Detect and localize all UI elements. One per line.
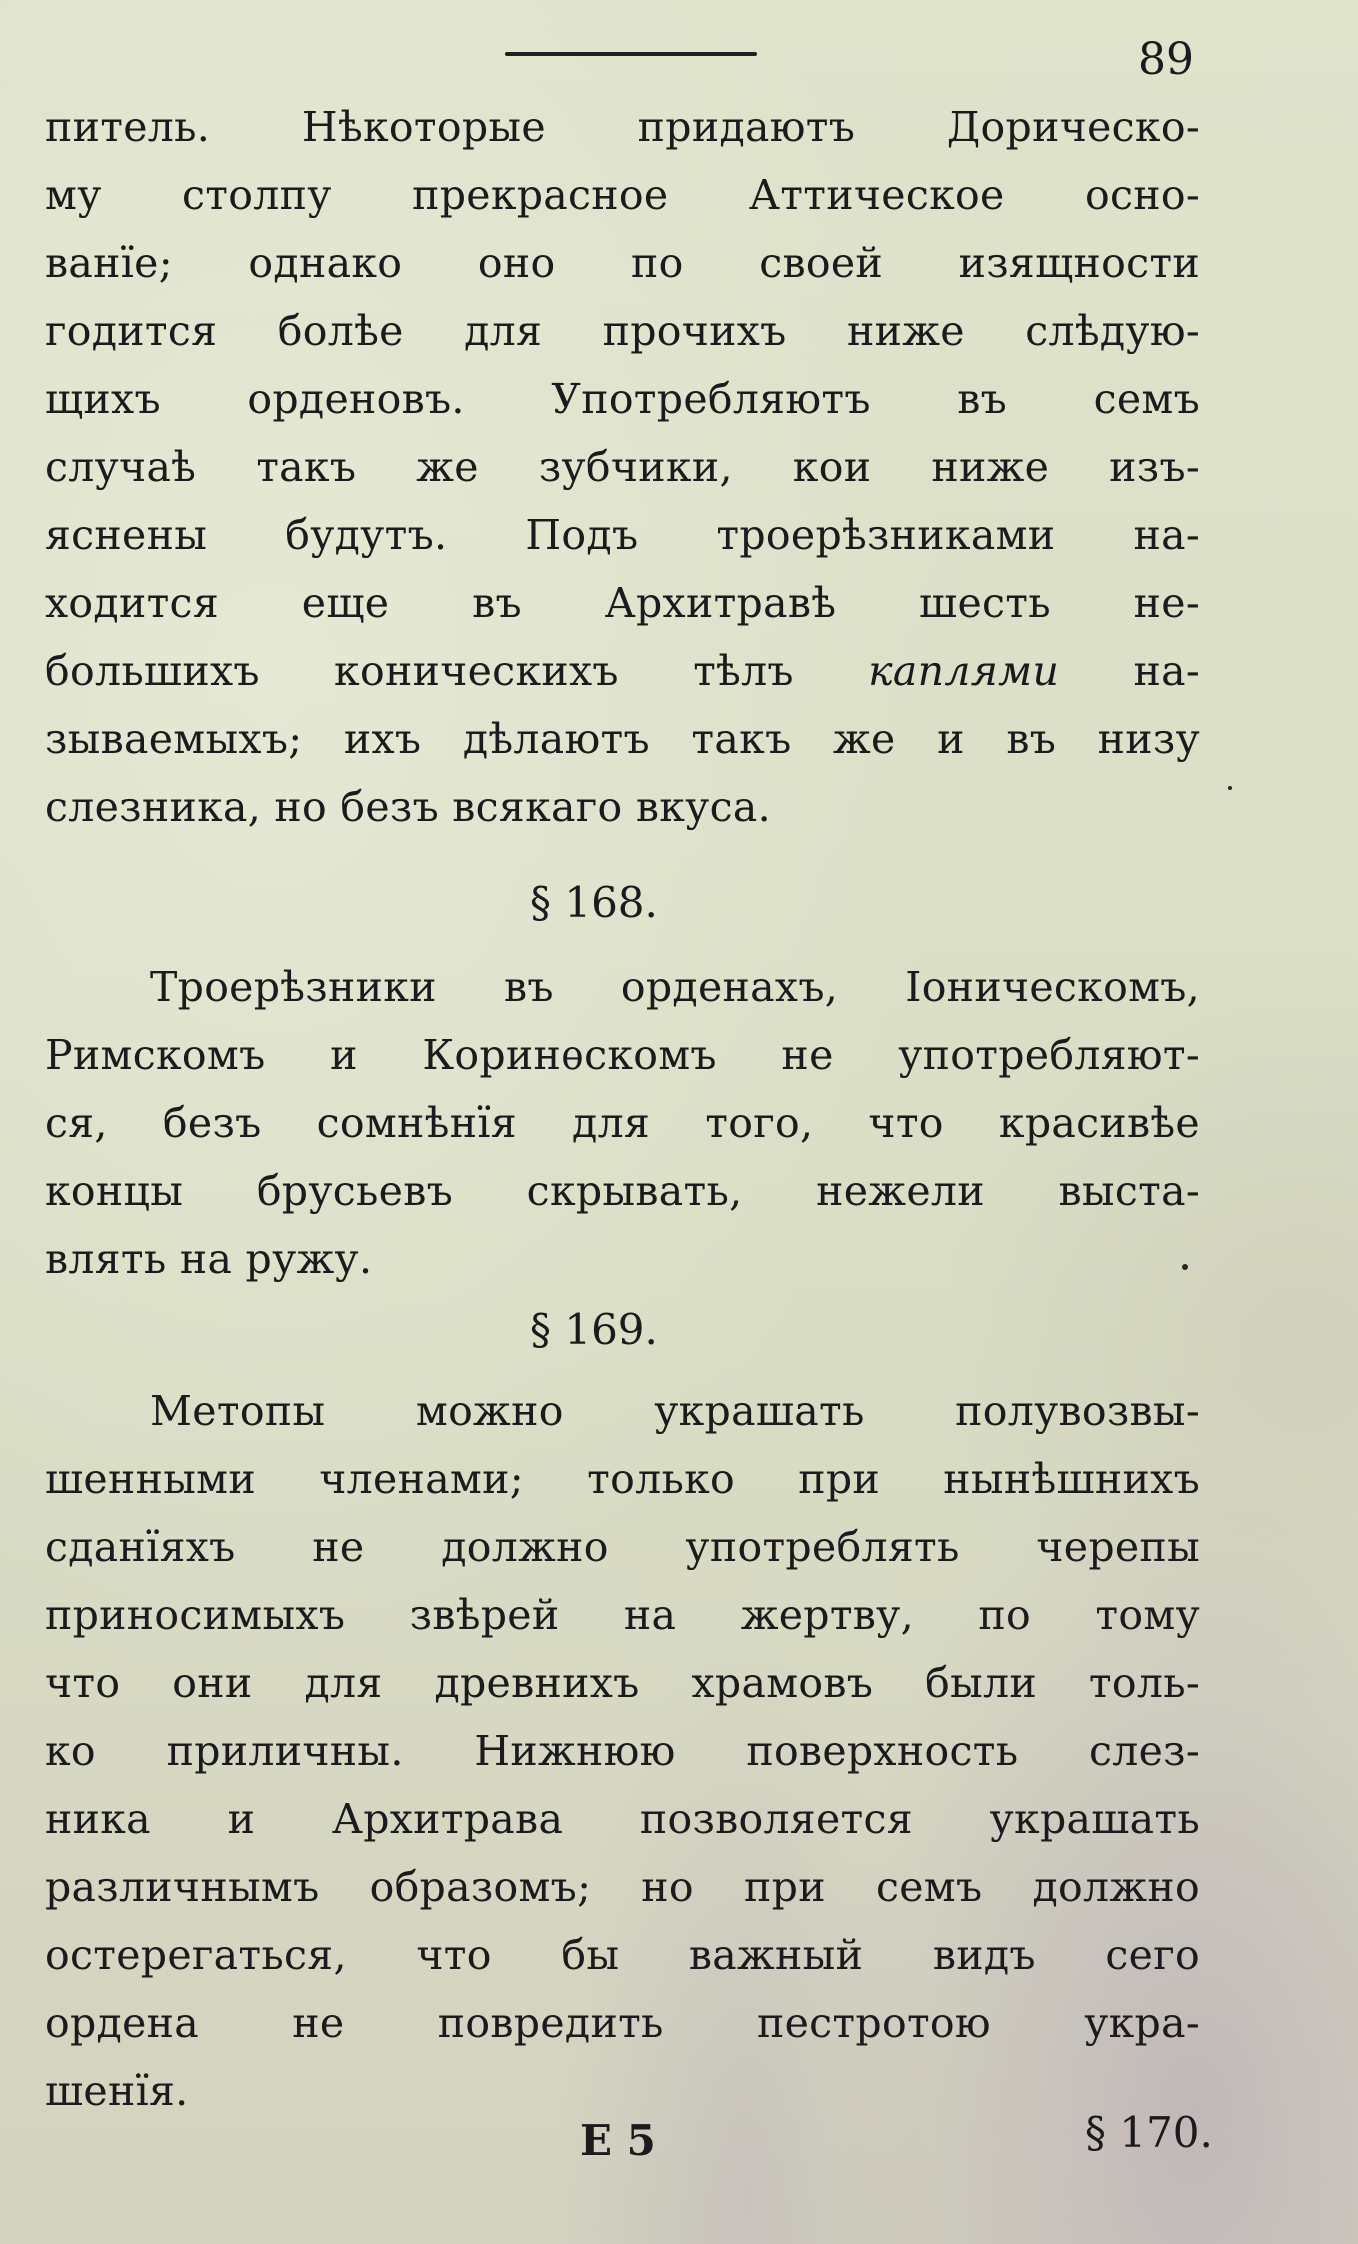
text-line: ся, безъ сомнѣнїя для того, что красивѣе (45, 1099, 1200, 1147)
text-line-with-italic (45, 644, 1200, 698)
text-line: питель. Нѣкоторые придаютъ Дорическо- (45, 103, 1200, 151)
italic-term: каплями (868, 647, 1060, 695)
text-segment: большихъ коническихъ тѣлъ (45, 647, 794, 695)
section-heading-169: § 169. (530, 1305, 658, 1354)
text-line: концы брусьевъ скрывать, нежели выста- (45, 1167, 1200, 1215)
text-line: Троерѣзники въ орденахъ, Iоническомъ, (150, 963, 1200, 1011)
ink-speck (1228, 786, 1232, 790)
text-line: остерегаться, что бы важный видъ сего (45, 1931, 1200, 1979)
text-line: слезника, но безъ всякаго вкуса. (45, 783, 771, 831)
text-line: ника и Архитрава позволяется украшать (45, 1795, 1200, 1843)
text-line: зываемыхъ; ихъ дѣлаютъ такъ же и въ низу (45, 715, 1200, 763)
signature-mark: E 5 (580, 2116, 656, 2165)
text-line: приносимыхъ звѣрей на жертву, по тому (45, 1591, 1200, 1639)
text-line: ордена не повредить пестротою укра- (45, 1999, 1200, 2047)
text-line: Метопы можно украшать полувозвы- (150, 1387, 1200, 1435)
text-line: ходится еще въ Архитравѣ шесть не- (45, 579, 1200, 627)
text-line: ко приличны. Нижнюю поверхность слез- (45, 1727, 1200, 1775)
text-line: яснены будутъ. Подъ троерѣзниками на- (45, 511, 1200, 559)
header-rule (505, 52, 757, 56)
section-heading-168: § 168. (530, 878, 658, 927)
text-line: му столпу прекрасное Аттическое осно- (45, 171, 1200, 219)
page-number: 89 (1138, 34, 1194, 85)
catchword: § 170. (1085, 2108, 1213, 2157)
text-line: различнымъ образомъ; но при семъ должно (45, 1863, 1200, 1911)
ink-speck (1182, 1264, 1188, 1270)
text-line: влять на ружу. (45, 1235, 373, 1283)
text-segment: на- (1133, 647, 1200, 695)
text-line: ванїе; однако оно по своей изящности (45, 239, 1200, 287)
text-line: сданїяхъ не должно употреблять черепы (45, 1523, 1200, 1571)
text-line: случаѣ такъ же зубчики, кои ниже изъ- (45, 443, 1200, 491)
text-line: шенными членами; только при нынѣшнихъ (45, 1455, 1200, 1503)
text-line: Римскомъ и Коринѳскомъ не употребляют- (45, 1031, 1200, 1079)
text-line: годится болѣе для прочихъ ниже слѣдую- (45, 307, 1200, 355)
text-line: шенїя. (45, 2067, 189, 2115)
text-line: что они для древнихъ храмовъ были толь- (45, 1659, 1200, 1707)
text-line: щихъ орденовъ. Употребляютъ въ семъ (45, 375, 1200, 423)
